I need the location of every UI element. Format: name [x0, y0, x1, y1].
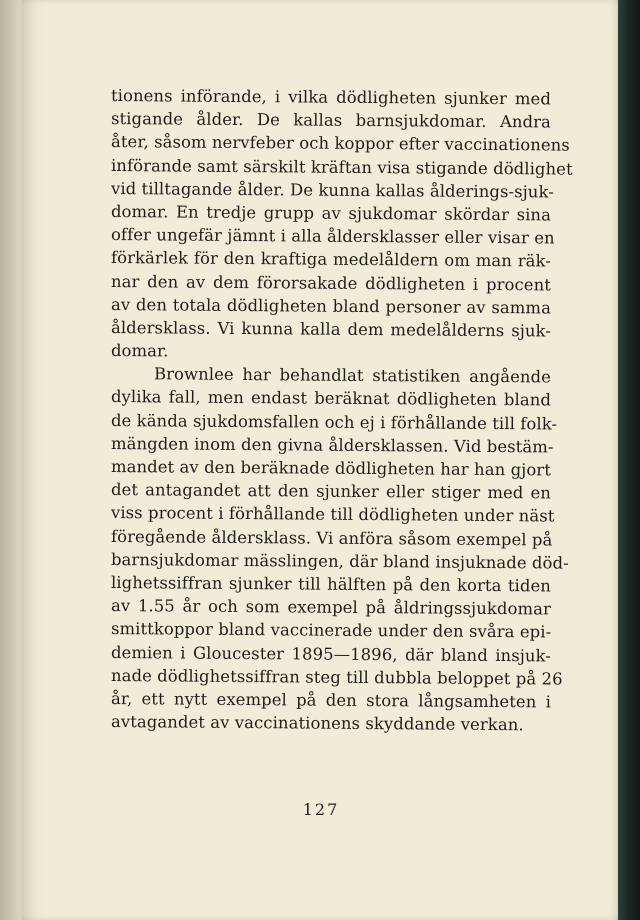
- text-line: domar. En tredje grupp av sjukdomar skördar sina: [110, 201, 552, 225]
- text-line: lighetssiffran sjunker till hälften på den korta tiden: [110, 572, 552, 596]
- text-line: avtagandet av vaccinationens skyddande verkan.: [110, 712, 524, 735]
- text-line: införande samt särskilt kräftan visa stigande dödlighet: [110, 155, 573, 179]
- text-line: åldersklass. Vi kunna kalla dem medelålderns sjuk-: [110, 317, 552, 341]
- text-line: åter, såsom nervfeber och koppor efter vaccinationens: [110, 132, 570, 155]
- text-line: smittkoppor bland vaccinerade under den svåra epi-: [110, 619, 552, 642]
- text-line: offer ungefär jämnt i alla åldersklasser eller visar en: [110, 225, 555, 248]
- body-text: [110, 84, 573, 735]
- text-line: föregående åldersklass. Vi anföra såsom exempel på: [110, 526, 553, 550]
- text-line: år, ett nytt exempel på den stora långsamheten i: [110, 688, 552, 712]
- text-line: demien i Gloucester 1895—1896, där bland insjuk-: [110, 642, 552, 665]
- text-line: tionens införande, i vilka dödligheten sjunker med: [110, 86, 552, 109]
- text-line: mängden inom den givna åldersklassen. Vid bestäm-: [110, 433, 554, 457]
- text-line: mandet av den beräknade dödligheten har han gjort: [110, 457, 552, 480]
- text-line: nade dödlighetssiffran steg till dubbla beloppet på 26: [110, 665, 563, 689]
- text-line: dylika fall, men endast beräknat dödligheten bland: [110, 387, 552, 410]
- page-number: 127: [302, 800, 340, 819]
- text-line: av den totala dödligheten bland personer av samma: [110, 294, 552, 318]
- page-sheet: [22, 0, 620, 920]
- text-line: av 1.55 år och som exempel på åldringssjukdomar: [110, 596, 552, 619]
- text-line: vid tilltagande ålder. De kunna kallas ålderings-sjuk-: [110, 178, 554, 202]
- text-line: förkärlek för den kraftiga medelåldern om man räk-: [110, 248, 552, 271]
- text-line: det antagandet att den sjunker eller stiger med en: [110, 480, 552, 503]
- text-line: viss procent i förhållande till dödligheten under näst: [110, 503, 555, 526]
- text-line: domar.: [110, 341, 169, 361]
- paragraph-2: [110, 362, 569, 735]
- text-line: stigande ålder. De kallas barnsjukdomar. Andra: [110, 109, 552, 132]
- text-line: Brownlee har behandlat statistiken angående: [153, 364, 552, 387]
- paragraph-1: [110, 84, 573, 362]
- text-line: barnsjukdomar mässlingen, där bland insjuknade död-: [110, 549, 569, 573]
- book-binding: [618, 0, 640, 920]
- text-line: nar den av dem förorsakade dödligheten i procent: [110, 271, 552, 294]
- text-line: de kända sjukdomsfallen och ej i förhållande till folk-: [110, 410, 558, 434]
